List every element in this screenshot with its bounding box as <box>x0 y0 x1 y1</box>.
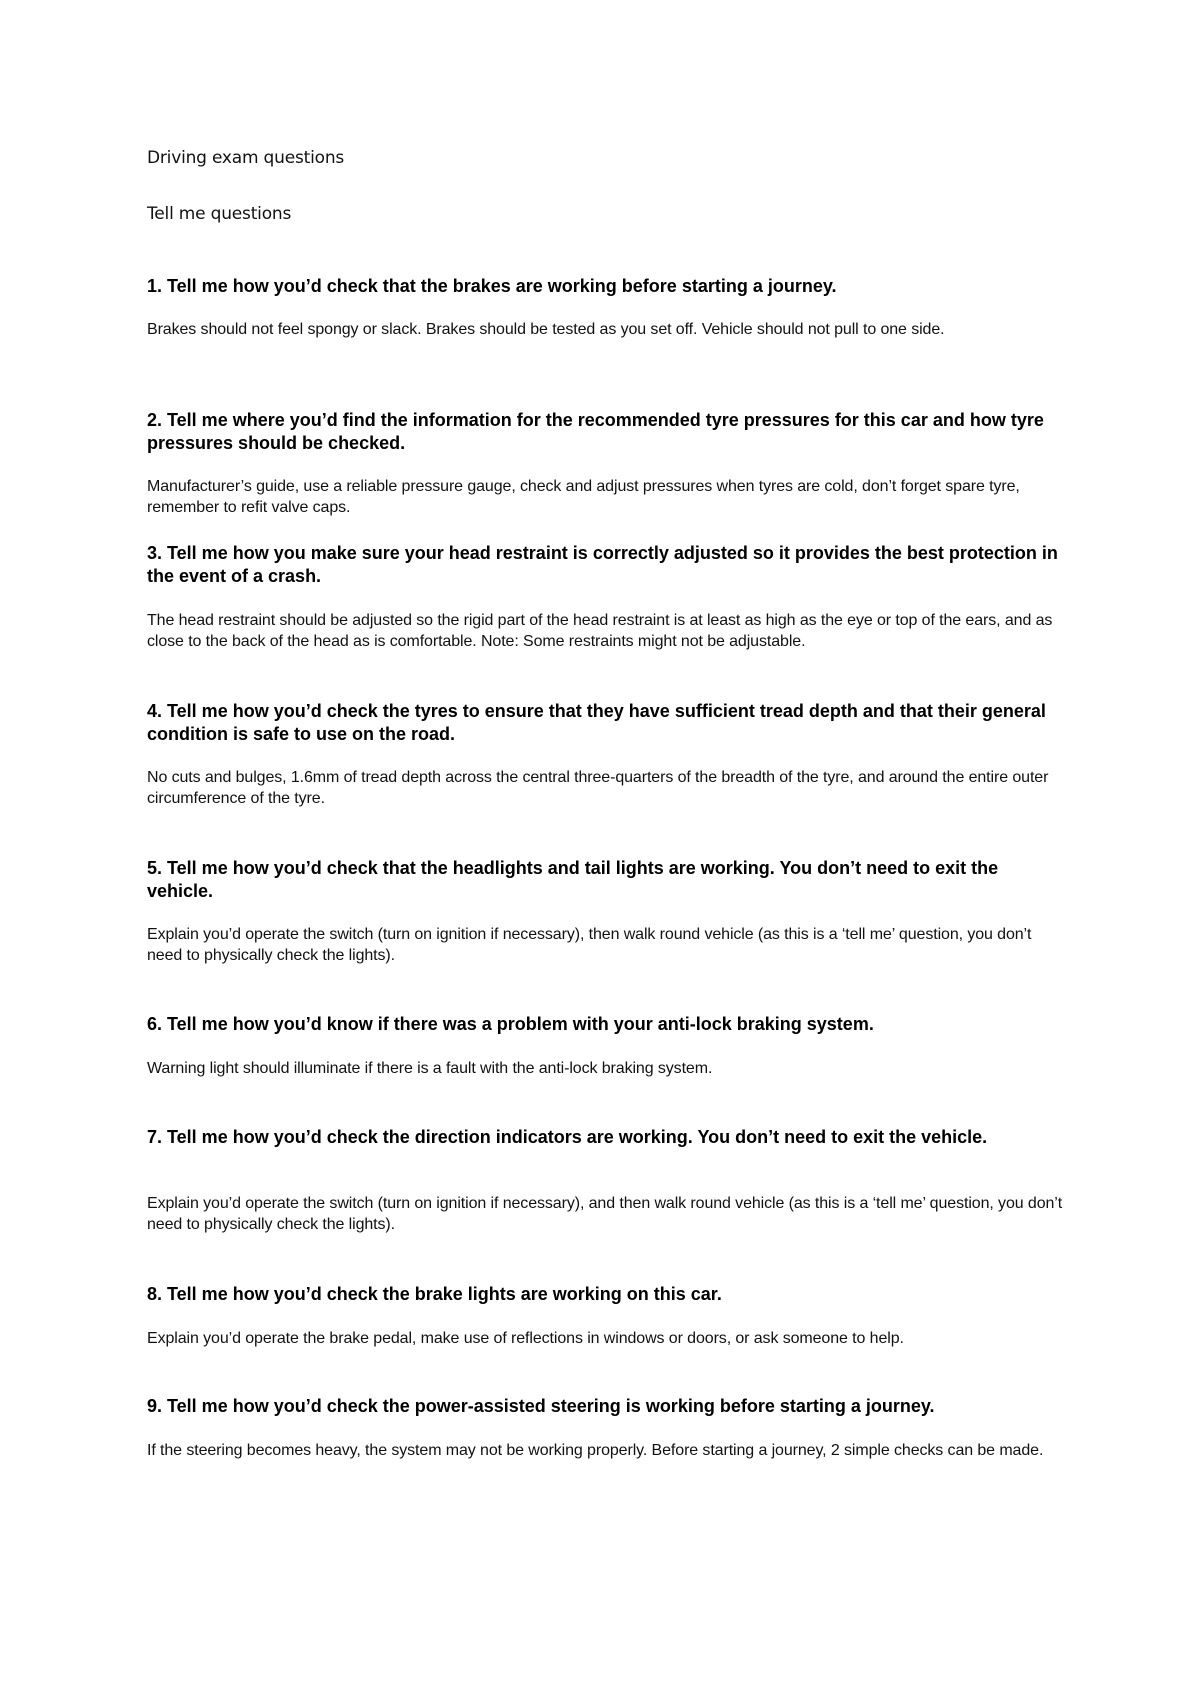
answer-5: Explain you’d operate the switch (turn on ignition if necessary), then walk round vehicle (as this is a ‘tell me’ question, you don’t need to physically check the lights). <box>147 926 1032 964</box>
question-3: 3. Tell me how you make sure your head restraint is correctly adjusted so it provides the best protection in the event of a crash. <box>147 543 1058 586</box>
question-8: 8. Tell me how you’d check the brake lights are working on this car. <box>147 1284 722 1304</box>
question-7: 7. Tell me how you’d check the direction indicators are working. You don’t need to exit the vehicle. <box>147 1127 988 1147</box>
answer-1: Brakes should not feel spongy or slack. Brakes should be tested as you set off. Vehicle should not pull to one side. <box>147 321 945 338</box>
question-5: 5. Tell me how you’d check that the headlights and tail lights are working. You don’t need to exit the vehicle. <box>147 858 999 901</box>
answer-4: No cuts and bulges, 1.6mm of tread depth across the central three-quarters of the breadth of the tyre, and around the entire outer circumference of the tyre. <box>147 769 1049 807</box>
answer-7: Explain you’d operate the switch (turn on ignition if necessary), and then walk round vehicle (as this is a ‘tell me’ question, you don’t need to physically check the lights). <box>147 1195 1063 1233</box>
section-title: Tell me questions <box>147 204 292 224</box>
question-2: 2. Tell me where you’d find the information for the recommended tyre pressures for this car and how tyre pressures should be checked. <box>147 410 1044 453</box>
answer-8: Explain you’d operate the brake pedal, make use of reflections in windows or doors, or ask someone to help. <box>147 1330 904 1347</box>
question-4: 4. Tell me how you’d check the tyres to ensure that they have sufficient tread depth and that their general condition is safe to use on the road. <box>147 701 1046 744</box>
question-6: 6. Tell me how you’d know if there was a problem with your anti-lock braking system. <box>147 1014 874 1034</box>
document-page <box>147 0 1067 1698</box>
answer-2: Manufacturer’s guide, use a reliable pressure gauge, check and adjust pressures when tyres are cold, don’t forget spare tyre, remember to refit valve caps. <box>147 478 1020 516</box>
document-title: Driving exam questions <box>147 148 345 168</box>
question-9: 9. Tell me how you’d check the power-assisted steering is working before starting a journey. <box>147 1396 935 1416</box>
answer-9: If the steering becomes heavy, the system may not be working properly. Before starting a journey, 2 simple checks can be made. <box>147 1442 1044 1459</box>
answer-6: Warning light should illuminate if there is a fault with the anti-lock braking system. <box>147 1060 713 1077</box>
answer-3: The head restraint should be adjusted so the rigid part of the head restraint is at least as high as the eye or top of the ears, and as close to the back of the head as is comfortable. Note: Some restraints might not be adjustable. <box>147 612 1053 650</box>
question-1: 1. Tell me how you’d check that the brakes are working before starting a journey. <box>147 276 837 296</box>
